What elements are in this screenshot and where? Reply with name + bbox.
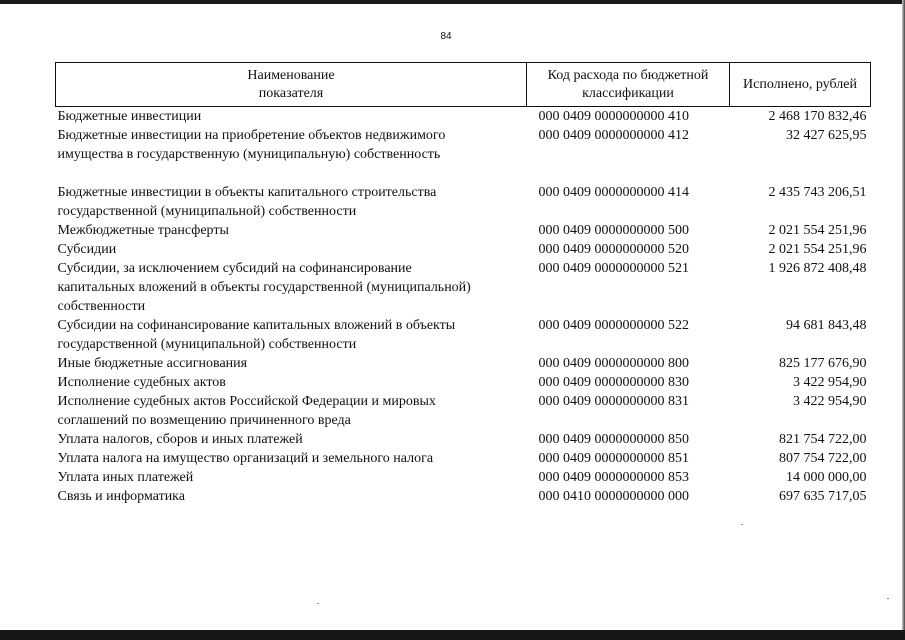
table-row	[56, 468, 871, 487]
row-name: Межбюджетные трансферты	[57, 223, 229, 238]
scan-border-bottom	[0, 630, 905, 640]
row-name: Бюджетные инвестиции	[57, 109, 202, 124]
row-code: 000 0409 0000000000 410	[538, 109, 689, 124]
table-row	[56, 316, 871, 354]
row-name: Субсидии, за исключением субсидий на софинансирование капитальных вложений в объекты государственной (муниципальной) собственности	[57, 261, 471, 314]
row-amount: 2 021 554 251,96	[768, 242, 867, 257]
row-code: 000 0409 0000000000 520	[538, 242, 689, 257]
row-name: Связь и информатика	[57, 489, 185, 504]
row-code: 000 0409 0000000000 831	[538, 394, 689, 409]
row-amount: 697 635 717,05	[779, 489, 867, 504]
table-row	[56, 259, 871, 316]
table-row	[56, 107, 871, 127]
page-number: 84	[440, 31, 452, 42]
row-name: Субсидии на софинансирование капитальных вложений в объекты государственной (муниципальной) собственности	[57, 318, 456, 352]
row-code: 000 0409 0000000000 800	[538, 356, 689, 371]
table-row	[56, 449, 871, 468]
row-code: 000 0409 0000000000 853	[538, 470, 689, 485]
header-expense-code: Код расхода по бюджетной классификации	[527, 63, 730, 107]
row-amount: 2 435 743 206,51	[768, 185, 867, 200]
scan-speck	[887, 598, 889, 599]
row-amount: 821 754 722,00	[779, 432, 867, 447]
header-row	[56, 63, 871, 107]
table-row	[56, 126, 871, 183]
row-amount: 1 926 872 408,48	[768, 261, 867, 276]
row-amount: 807 754 722,00	[779, 451, 867, 466]
row-code: 000 0409 0000000000 850	[538, 432, 689, 447]
budget-execution-table	[55, 62, 871, 506]
table-row	[56, 221, 871, 240]
row-name: Исполнение судебных актов	[57, 375, 226, 390]
table-row	[56, 430, 871, 449]
row-amount: 3 422 954,90	[793, 375, 867, 390]
row-code: 000 0409 0000000000 414	[538, 185, 689, 200]
row-amount: 825 177 676,90	[779, 356, 867, 371]
header-executed-rubles: Исполнено, рублей	[730, 63, 871, 107]
row-name: Уплата налога на имущество организаций и земельного налога	[57, 451, 434, 466]
table-row	[56, 487, 871, 506]
row-code: 000 0409 0000000000 830	[538, 375, 689, 390]
row-name: Субсидии	[57, 242, 117, 257]
row-code: 000 0409 0000000000 522	[538, 318, 689, 333]
row-code: 000 0409 0000000000 851	[538, 451, 689, 466]
row-code: 000 0409 0000000000 521	[538, 261, 689, 276]
scan-speck	[741, 524, 743, 525]
row-name: Уплата налогов, сборов и иных платежей	[57, 432, 303, 447]
scan-speck	[317, 603, 319, 604]
row-name: Уплата иных платежей	[57, 470, 194, 485]
row-code: 000 0409 0000000000 500	[538, 223, 689, 238]
table-row	[56, 354, 871, 373]
row-name: Исполнение судебных актов Российской Федерации и мировых соглашений по возмещению причиненного вреда	[57, 394, 436, 428]
scan-border-top	[0, 0, 905, 4]
row-name: Бюджетные инвестиции в объекты капитального строительства государственной (муниципальной) собственности	[57, 185, 437, 219]
row-amount: 32 427 625,95	[786, 128, 867, 143]
table-row	[56, 392, 871, 430]
header-indicator-name: Наименование показателя	[56, 63, 527, 107]
row-amount: 2 468 170 832,46	[768, 109, 867, 124]
row-name: Бюджетные инвестиции на приобретение объектов недвижимого имущества в государственную (муниципальную) собственность	[57, 128, 446, 162]
table-body	[56, 107, 871, 507]
row-amount: 14 000 000,00	[786, 470, 867, 485]
table-row	[56, 183, 871, 221]
table-row	[56, 373, 871, 392]
row-name: Иные бюджетные ассигнования	[57, 356, 248, 371]
row-amount: 2 021 554 251,96	[768, 223, 867, 238]
row-amount: 94 681 843,48	[786, 318, 867, 333]
table-header	[56, 63, 871, 107]
table-row	[56, 240, 871, 259]
row-code: 000 0410 0000000000 000	[538, 489, 689, 504]
row-amount: 3 422 954,90	[793, 394, 867, 409]
row-code: 000 0409 0000000000 412	[538, 128, 689, 143]
